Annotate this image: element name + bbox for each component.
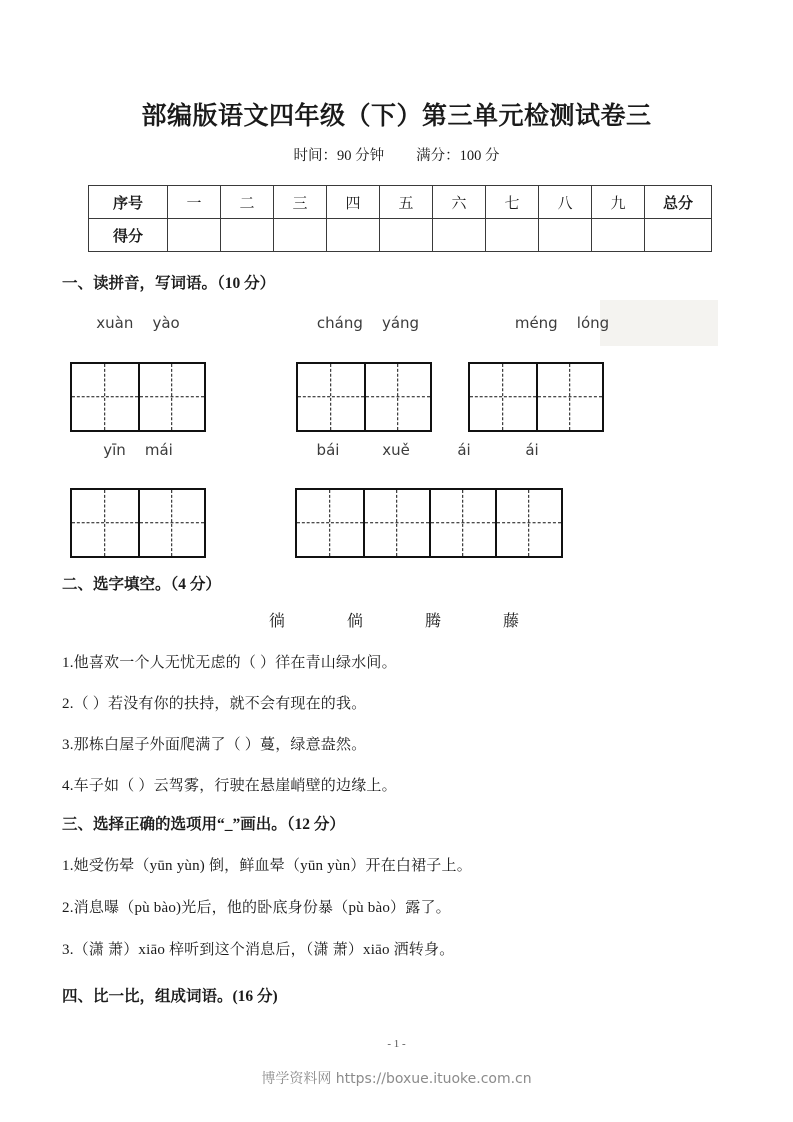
score-cell-4[interactable]	[327, 219, 380, 252]
pinyin-bai: bái	[316, 441, 340, 459]
score-cell-8[interactable]	[539, 219, 592, 252]
grid-cell[interactable]	[138, 364, 204, 430]
col-header-7: 七	[486, 186, 539, 219]
table-row	[89, 186, 712, 219]
pinyin-syllable: yào	[152, 314, 180, 332]
grid-cell[interactable]	[297, 490, 363, 556]
grid-cell[interactable]	[429, 490, 495, 556]
writing-grid-menglong[interactable]	[468, 362, 604, 432]
grid-cell[interactable]	[138, 490, 204, 556]
question-2-1: 1.他喜欢一个人无忧无虑的（ ）徉在青山绿水间。	[62, 655, 397, 671]
col-header-total: 总分	[645, 186, 712, 219]
site-watermark: 博学资料网 https://boxue.ituoke.com.cn	[261, 1071, 532, 1087]
grid-cell[interactable]	[536, 364, 602, 430]
pinyin-xuan-yao	[70, 314, 206, 332]
question-3-2: 2.消息曝（pù bào)光后，他的卧底身份暴（pù bào）露了。	[62, 900, 451, 916]
section-heading-3: 三、选择正确的选项用“_”画出。（12 分）	[62, 816, 345, 833]
score-cell-5[interactable]	[380, 219, 433, 252]
row-label-score: 得分	[89, 219, 168, 252]
pinyin-xue: xuě	[382, 441, 410, 459]
choice-char-3[interactable]: 腾	[424, 613, 441, 630]
table-row	[89, 219, 712, 252]
choice-char-4[interactable]: 藤	[502, 613, 519, 630]
score-cell-2[interactable]	[221, 219, 274, 252]
score-cell-total[interactable]	[645, 219, 712, 252]
question-2-2: 2.（ ）若没有你的扶持，就不会有现在的我。	[62, 696, 367, 712]
col-header-9: 九	[592, 186, 645, 219]
col-header-5: 五	[380, 186, 433, 219]
time-limit: 时间：90 分钟	[293, 148, 385, 164]
pinyin-syllable: xuàn	[96, 314, 134, 332]
total-score: 满分：100 分	[416, 148, 500, 164]
section-heading-1: 一、读拼音，写词语。（10 分）	[62, 275, 276, 292]
page-number: - 1 -	[387, 1038, 406, 1050]
question-3-1: 1.她受伤晕（yūn yùn) 倒，鲜血晕（yūn yùn）开在白裙子上。	[62, 858, 472, 874]
col-header-1: 一	[168, 186, 221, 219]
section-heading-2: 二、选字填空。（4 分）	[62, 576, 221, 593]
choice-char-1[interactable]: 徜	[268, 613, 285, 630]
pinyin-meng-long	[490, 314, 634, 332]
col-header-8: 八	[539, 186, 592, 219]
grid-cell[interactable]	[72, 364, 138, 430]
pinyin-ai-2: ái	[525, 441, 539, 459]
question-2-3: 3.那栋白屋子外面爬满了（ ）蔓，绿意盎然。	[62, 737, 367, 753]
grid-cell[interactable]	[470, 364, 536, 430]
choice-char-2[interactable]: 倘	[346, 613, 363, 630]
col-header-6: 六	[433, 186, 486, 219]
character-choice-row	[240, 608, 548, 631]
writing-grid-xuanyao[interactable]	[70, 362, 206, 432]
score-cell-7[interactable]	[486, 219, 539, 252]
pinyin-syllable: yīn	[103, 441, 126, 459]
exam-meta	[0, 144, 793, 165]
question-3-3: 3.（潇 萧）xiāo 梓听到这个消息后，（潇 萧）xiāo 洒转身。	[62, 942, 455, 958]
pinyin-ai-1: ái	[457, 441, 471, 459]
pinyin-syllable: cháng	[316, 314, 363, 332]
col-header-4: 四	[327, 186, 380, 219]
grid-cell[interactable]	[363, 490, 429, 556]
section-heading-4: 四、比一比，组成词语。(16 分)	[62, 988, 278, 1005]
grid-cell[interactable]	[495, 490, 561, 556]
grid-cell[interactable]	[298, 364, 364, 430]
score-cell-6[interactable]	[433, 219, 486, 252]
score-cell-9[interactable]	[592, 219, 645, 252]
score-table	[88, 185, 712, 252]
pinyin-yin-mai	[70, 441, 206, 459]
pinyin-chang-yang	[296, 314, 440, 332]
grid-cell[interactable]	[364, 364, 430, 430]
page-title: 部编版语文四年级（下）第三单元检测试卷三	[141, 103, 652, 130]
score-cell-1[interactable]	[168, 219, 221, 252]
grid-cell[interactable]	[72, 490, 138, 556]
row-label-index: 序号	[89, 186, 168, 219]
col-header-3: 三	[274, 186, 327, 219]
pinyin-syllable: mái	[144, 441, 173, 459]
writing-grid-changyang[interactable]	[296, 362, 432, 432]
writing-grid-baixueaiai[interactable]	[295, 488, 563, 558]
score-cell-3[interactable]	[274, 219, 327, 252]
question-2-4: 4.车子如（ ）云驾雾，行驶在悬崖峭壁的边缘上。	[62, 778, 397, 794]
pinyin-syllable: méng	[514, 314, 558, 332]
writing-grid-yinmai[interactable]	[70, 488, 206, 558]
pinyin-syllable: yáng	[381, 314, 420, 332]
pinyin-syllable: lóng	[576, 314, 610, 332]
col-header-2: 二	[221, 186, 274, 219]
